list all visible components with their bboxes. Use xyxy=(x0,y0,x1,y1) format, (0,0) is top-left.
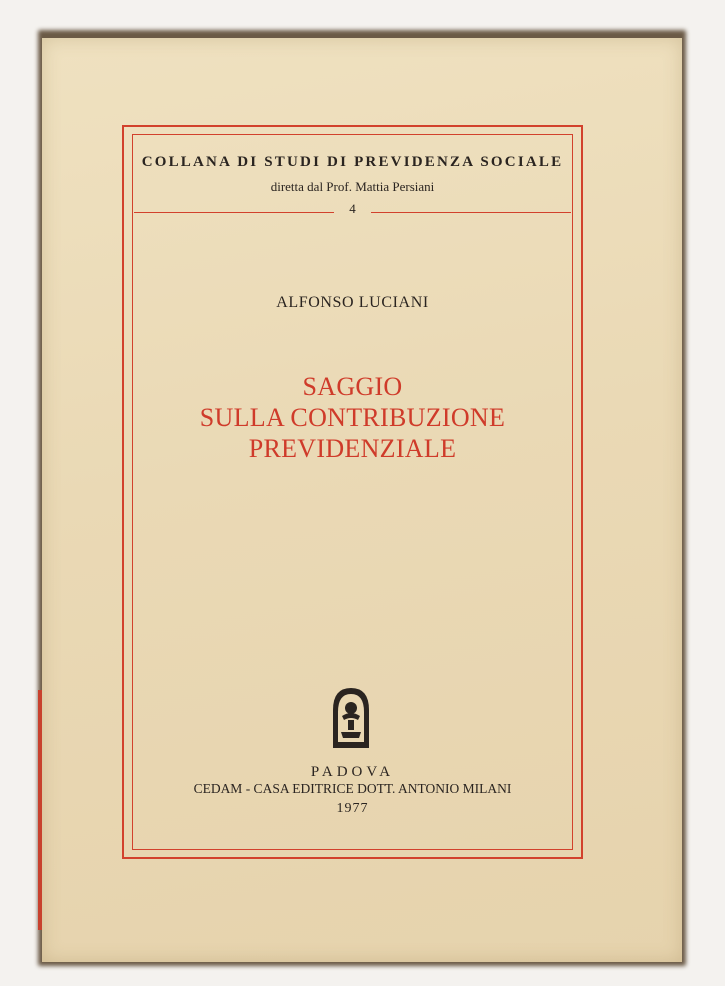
series-number-row xyxy=(132,199,573,219)
author-name: ALFONSO LUCIANI xyxy=(276,294,429,311)
series-number: 4 xyxy=(349,201,356,216)
book-title-line-2: SULLA CONTRIBUZIONE xyxy=(199,403,506,432)
divider-right xyxy=(371,212,571,213)
book-title-line-3: PREVIDENZIALE xyxy=(248,434,457,463)
publication-year: 1977 xyxy=(336,801,369,816)
publication-place: PADOVA xyxy=(310,764,395,780)
series-editor: diretta dal Prof. Mattia Persiani xyxy=(270,179,435,194)
publisher-name: CEDAM - CASA EDITRICE DOTT. ANTONIO MILANI xyxy=(193,781,512,796)
book-title-line-1: SAGGIO xyxy=(302,372,403,401)
publisher-emblem-icon xyxy=(331,686,371,750)
series-title: COLLANA DI STUDI DI PREVIDENZA SOCIALE xyxy=(141,154,564,170)
